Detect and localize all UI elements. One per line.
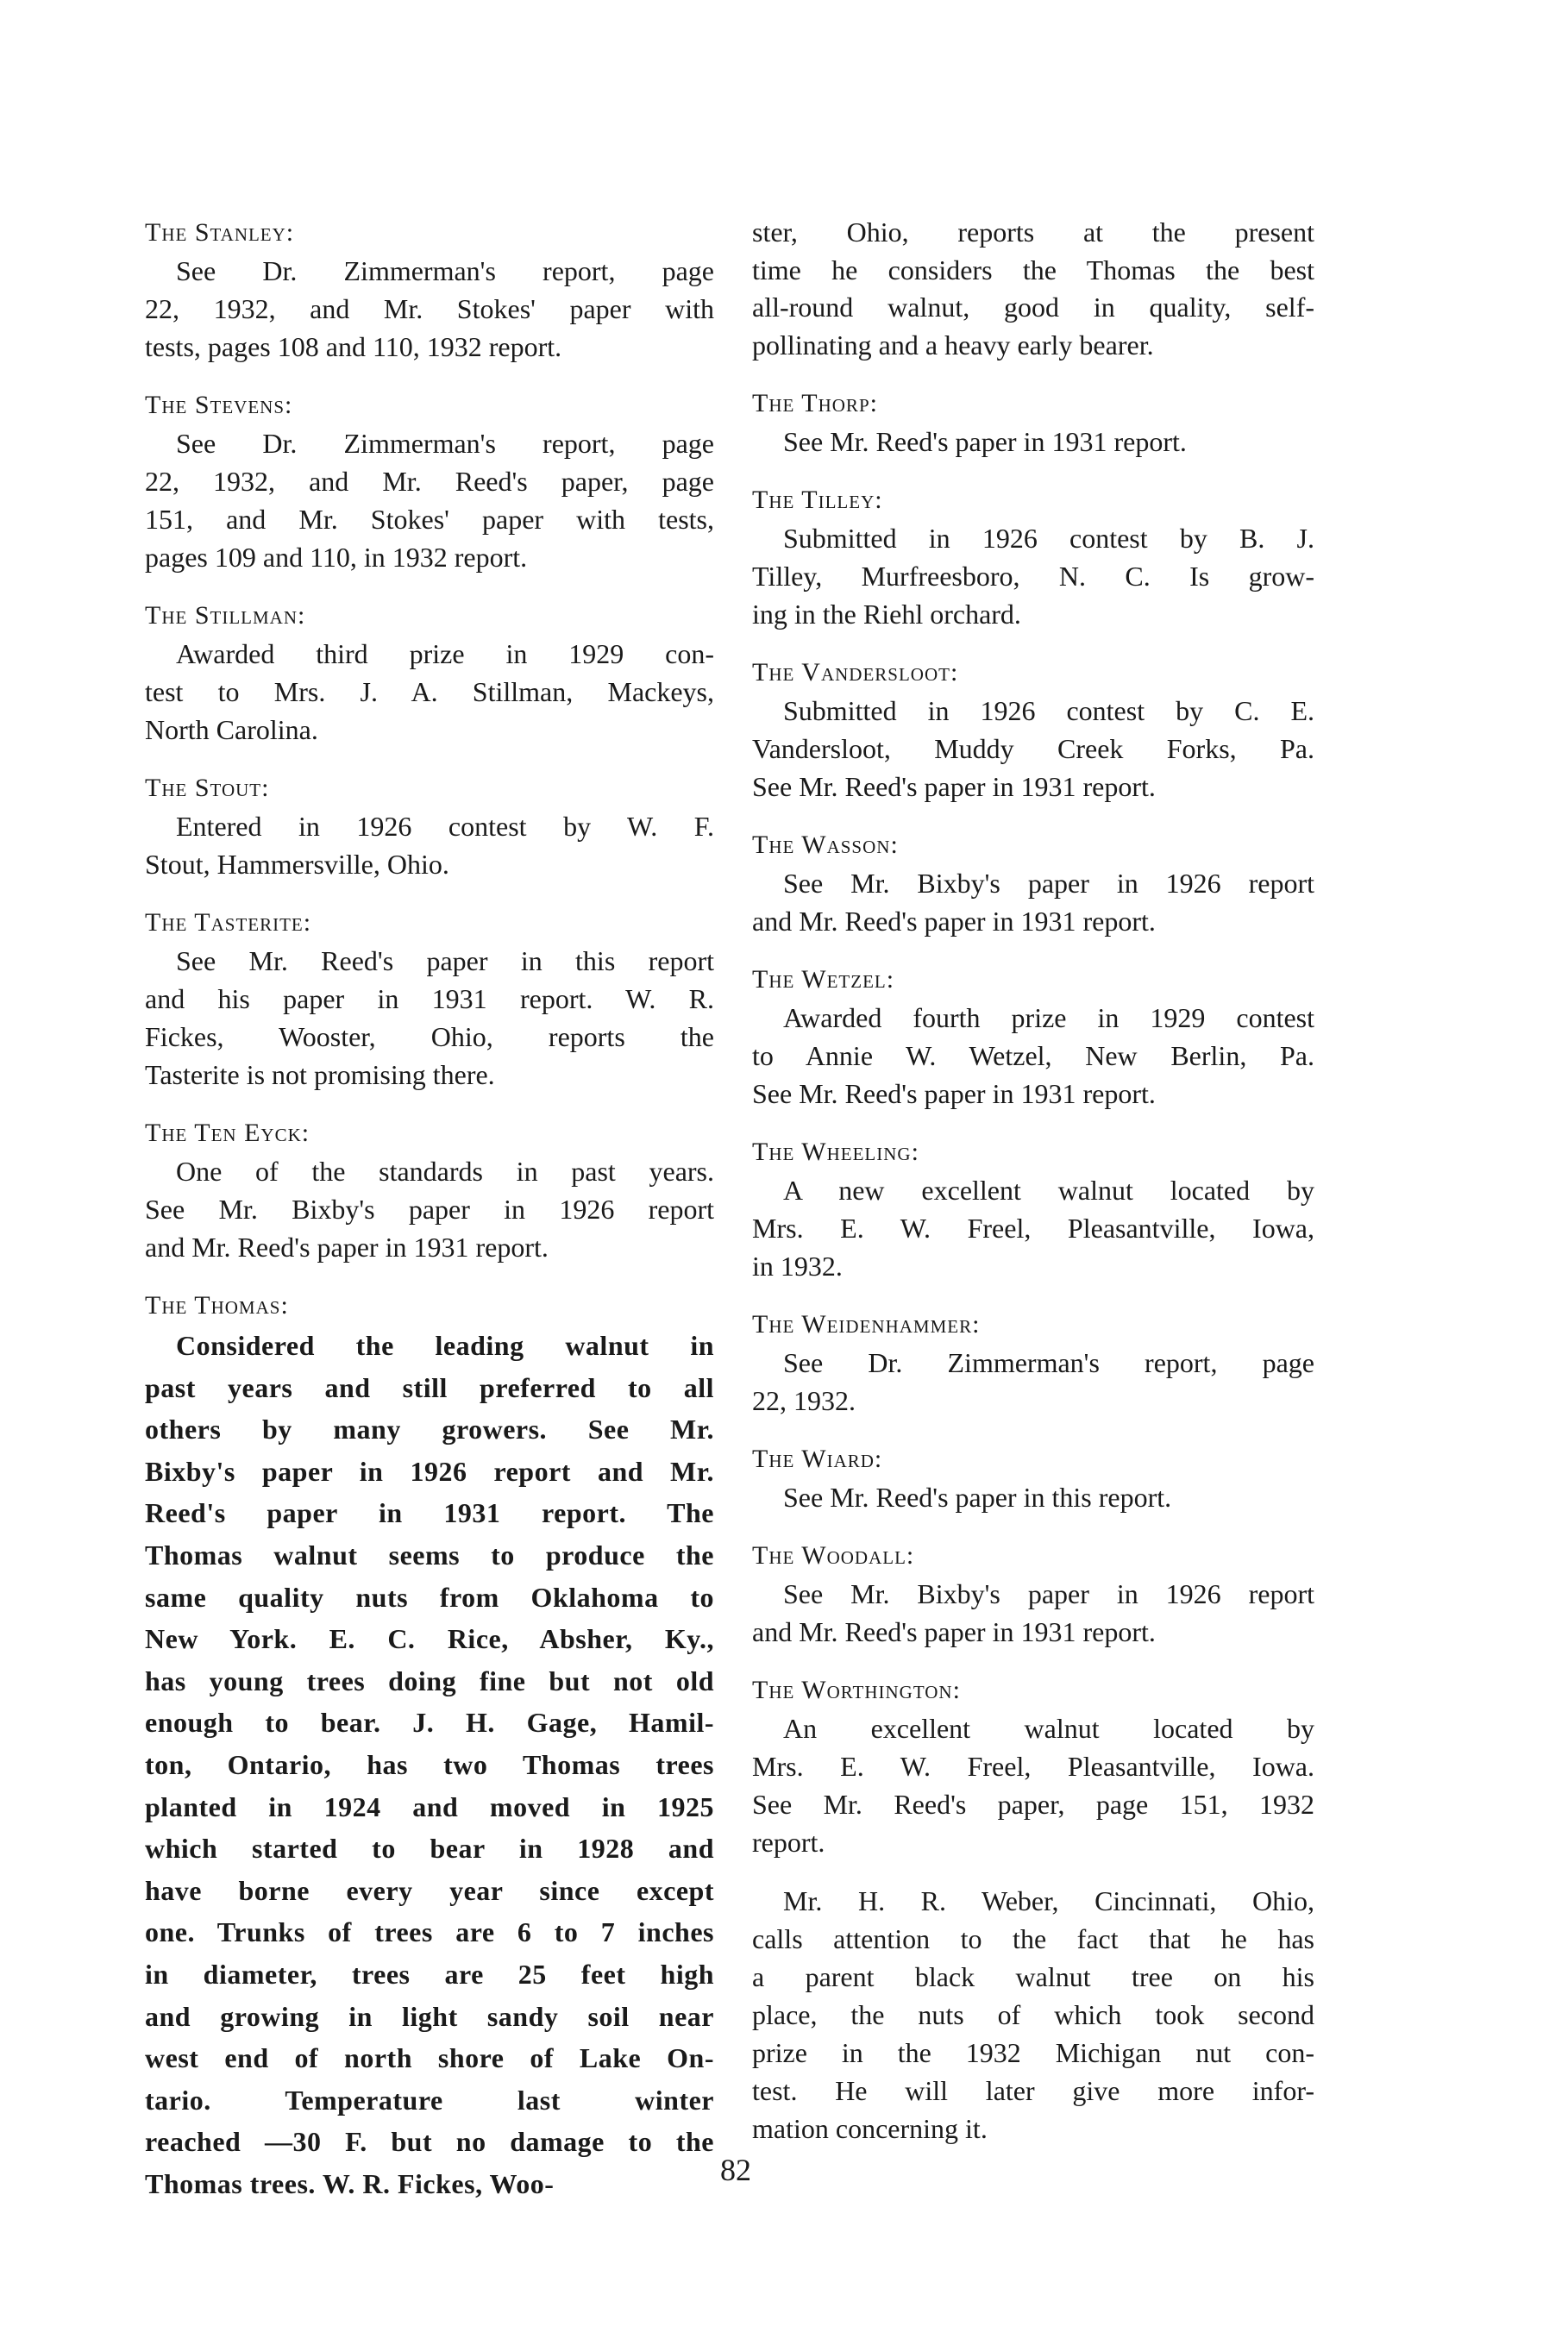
entry-heading: The Worthington: [752, 1676, 961, 1704]
text-line: has young trees doing fine but not old [145, 1665, 714, 1696]
text-line: calls attention to the fact that he has [752, 1923, 1314, 1954]
text-line: Thomas walnut seems to produce the [145, 1539, 714, 1571]
text-line: tests, pages 108 and 110, 1932 report. [145, 331, 562, 362]
entry-vandersloot [752, 654, 1314, 806]
text-line: all-round walnut, good in quality, self- [752, 292, 1314, 323]
left-column [145, 214, 714, 2225]
entry-stevens [145, 386, 714, 576]
text-line: Awarded fourth prize in 1929 contest [783, 1002, 1314, 1033]
entry-heading: The Stillman: [145, 601, 306, 630]
text-line: Stout, Hammersville, Ohio. [145, 849, 449, 880]
text-line: Mrs. E. W. Freel, Pleasantville, Iowa, [752, 1213, 1314, 1244]
text-line: 151, and Mr. Stokes' paper with tests, [145, 504, 714, 535]
text-line: 22, 1932. [752, 1385, 856, 1416]
text-line: See Mr. Bixby's paper in 1926 report [783, 868, 1314, 899]
entry-heading: The Wheeling: [752, 1138, 919, 1166]
text-line: Awarded third prize in 1929 con- [176, 638, 714, 669]
text-line: 22, 1932, and Mr. Stokes' paper with [145, 293, 714, 324]
text-line: See Dr. Zimmerman's report, page [783, 1347, 1314, 1378]
text-line: pages 109 and 110, in 1932 report. [145, 542, 528, 573]
text-line: See Mr. Reed's paper in this report. [783, 1482, 1172, 1513]
thomas-continuation [752, 214, 1314, 364]
entry-heading: The Tilley: [752, 486, 883, 514]
text-line: and growing in light sandy soil near [145, 2000, 714, 2032]
text-line: to Annie W. Wetzel, New Berlin, Pa. [752, 1040, 1314, 1071]
text-line: See Mr. Reed's paper in 1931 report. [752, 1078, 1156, 1109]
text-line: pollinating and a heavy early bearer. [752, 329, 1154, 361]
text-line: Tilley, Murfreesboro, N. C. Is grow- [752, 561, 1314, 592]
entry-wiard [752, 1440, 1314, 1516]
text-line: See Mr. Bixby's paper in 1926 report [783, 1578, 1314, 1609]
entry-tilley [752, 481, 1314, 633]
text-line: reached —30 F. but no damage to the [145, 2126, 714, 2158]
text-line: See Dr. Zimmerman's report, page [176, 428, 714, 459]
entry-tasterite [145, 904, 714, 1094]
entry-heading: The Wiard: [752, 1445, 883, 1473]
entry-heading: The Stevens: [145, 391, 293, 419]
text-line: An excellent walnut located by [783, 1713, 1314, 1744]
text-line: Submitted in 1926 contest by C. E. [783, 695, 1314, 726]
entry-wetzel [752, 961, 1314, 1113]
entry-woodall [752, 1537, 1314, 1651]
text-line: A new excellent walnut located by [783, 1175, 1314, 1206]
text-line: and Mr. Reed's paper in 1931 report. [752, 906, 1156, 937]
text-line: Considered the leading walnut in [176, 1330, 714, 1361]
text-line: Bixby's paper in 1926 report and Mr. [145, 1455, 714, 1487]
text-line: test. He will later give more infor- [752, 2075, 1314, 2106]
text-line: planted in 1924 and moved in 1925 [145, 1790, 714, 1822]
text-line: and Mr. Reed's paper in 1931 report. [752, 1616, 1156, 1647]
text-line: Mr. H. R. Weber, Cincinnati, Ohio, [783, 1885, 1314, 1916]
closing-paragraph [752, 1882, 1314, 2148]
entry-heading: The Stanley: [145, 218, 295, 247]
text-line: See Mr. Reed's paper in 1931 report. [783, 426, 1187, 457]
entry-heading: The Stout: [145, 774, 270, 802]
entry-stanley [145, 214, 714, 366]
text-line: a parent black walnut tree on his [752, 1961, 1314, 1992]
entry-thorp [752, 385, 1314, 461]
entry-wasson [752, 826, 1314, 940]
entry-heading: The Ten Eyck: [145, 1119, 310, 1147]
text-line: prize in the 1932 Michigan nut con- [752, 2037, 1314, 2068]
text-line: One of the standards in past years. [176, 1156, 714, 1187]
text-line: Reed's paper in 1931 report. The [145, 1497, 714, 1529]
entry-heading: The Woodall: [752, 1541, 915, 1570]
text-line: place, the nuts of which took second [752, 1999, 1314, 2030]
text-line: Fickes, Wooster, Ohio, reports the [145, 1021, 714, 1052]
text-line: Tasterite is not promising there. [145, 1059, 495, 1090]
text-line: in 1932. [752, 1251, 843, 1282]
entry-heading: The Wasson: [752, 831, 899, 859]
entry-heading: The Thomas: [145, 1291, 289, 1320]
text-line: in diameter, trees are 25 feet high [145, 1958, 714, 1990]
text-line: test to Mrs. J. A. Stillman, Mackeys, [145, 676, 714, 707]
text-line: See Mr. Bixby's paper in 1926 report [145, 1194, 714, 1225]
text-line: See Mr. Reed's paper in this report [176, 945, 714, 976]
entry-stout [145, 769, 714, 883]
text-line: and Mr. Reed's paper in 1931 report. [145, 1232, 549, 1263]
right-column [752, 214, 1314, 2168]
entry-ten-eyck [145, 1114, 714, 1266]
text-line: See Mr. Reed's paper in 1931 report. [752, 771, 1156, 802]
text-line: west end of north shore of Lake On- [145, 2042, 714, 2074]
text-line: have borne every year since except [145, 1874, 714, 1906]
entry-weidenhammer [752, 1306, 1314, 1420]
text-line: North Carolina. [145, 714, 318, 745]
text-line: same quality nuts from Oklahoma to [145, 1581, 714, 1613]
text-line: report. [752, 1827, 825, 1858]
text-line: Thomas trees. W. R. Fickes, Woo- [145, 2167, 555, 2199]
text-line: See Dr. Zimmerman's report, page [176, 255, 714, 286]
text-line: 22, 1932, and Mr. Reed's paper, page [145, 466, 714, 497]
text-line: Mrs. E. W. Freel, Pleasantville, Iowa. [752, 1751, 1314, 1782]
entry-stillman [145, 597, 714, 749]
text-line: tario. Temperature last winter [145, 2084, 714, 2116]
text-line: enough to bear. J. H. Gage, Hamil- [145, 1707, 714, 1739]
text-line: others by many growers. See Mr. [145, 1414, 714, 1445]
page-number: 82 [720, 2153, 751, 2187]
text-line: past years and still preferred to all [145, 1371, 714, 1403]
text-line: one. Trunks of trees are 6 to 7 inches [145, 1916, 714, 1948]
text-line: ster, Ohio, reports at the present [752, 216, 1314, 248]
text-line: which started to bear in 1928 and [145, 1833, 714, 1865]
text-line: Submitted in 1926 contest by B. J. [783, 523, 1314, 554]
entry-thomas [145, 1287, 714, 2204]
entry-heading: The Weidenhammer: [752, 1310, 981, 1339]
entry-heading: The Vandersloot: [752, 658, 959, 687]
entry-heading: The Tasterite: [145, 908, 312, 937]
entry-worthington [752, 1671, 1314, 1861]
text-line: Entered in 1926 contest by W. F. [176, 811, 714, 842]
text-line: mation concerning it. [752, 2113, 988, 2144]
text-line: ton, Ontario, has two Thomas trees [145, 1748, 714, 1780]
entry-heading: The Thorp: [752, 389, 878, 417]
text-line: Vandersloot, Muddy Creek Forks, Pa. [752, 733, 1314, 764]
text-line: time he considers the Thomas the best [752, 254, 1314, 285]
text-line: See Mr. Reed's paper, page 151, 1932 [752, 1789, 1314, 1820]
entry-heading: The Wetzel: [752, 965, 895, 994]
text-line: and his paper in 1931 report. W. R. [145, 983, 714, 1014]
text-line: New York. E. C. Rice, Absher, Ky., [145, 1623, 714, 1655]
entry-wheeling [752, 1133, 1314, 1285]
text-line: ing in the Riehl orchard. [752, 599, 1021, 630]
